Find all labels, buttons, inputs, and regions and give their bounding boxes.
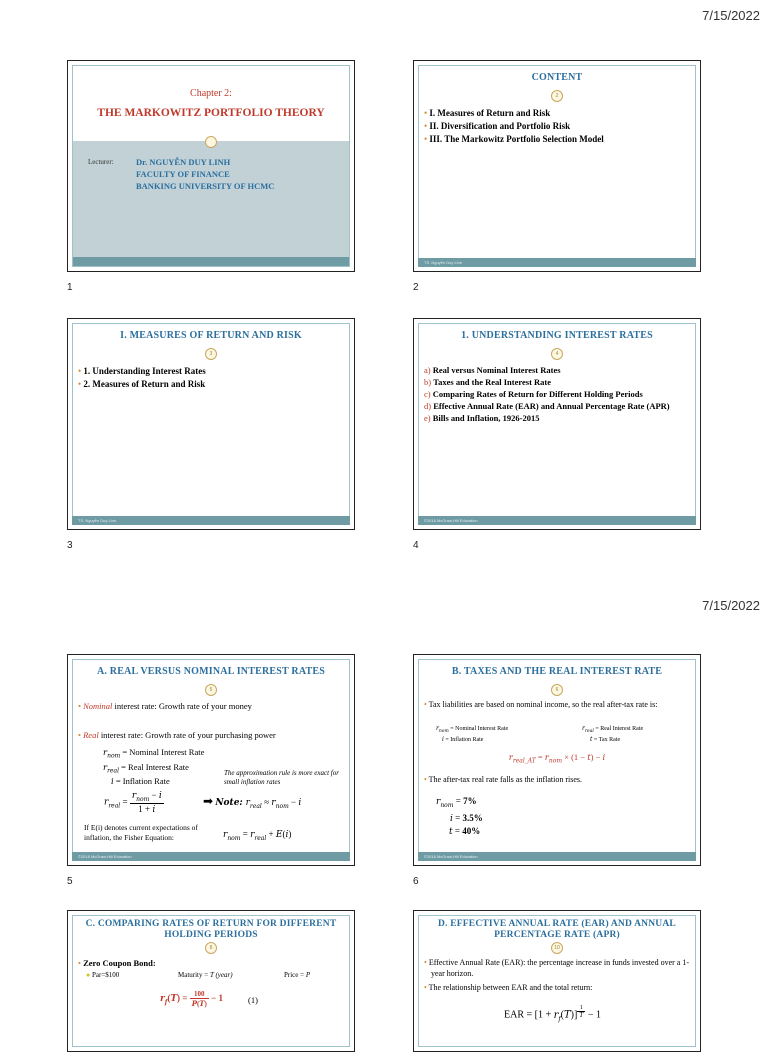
- slide-title: CONTENT: [531, 72, 583, 83]
- ear-equation: EAR = $[1 + r_f(T)]$ $^{\frac{1}{T}}$ − 1: [504, 1005, 601, 1023]
- approximation-rule: ➡ Note: $r_{real} \approx r_{nom} - i$: [203, 794, 302, 810]
- ear-relationship-bullet: • The relationship between EAR and the total return:: [424, 983, 593, 992]
- slide-footer: ©2018 McGraw-Hill Education: [418, 852, 696, 861]
- slide-title: THE MARKOWITZ PORTFOLIO THEORY: [97, 107, 325, 119]
- legend-left: $r_{nom}$ = Nominal Interest Rate i = Inflation Rate: [436, 725, 509, 744]
- page-number: 6: [413, 876, 419, 887]
- date-top: 7/15/2022: [702, 8, 760, 23]
- slide-1: [67, 60, 355, 272]
- equation-number: (1): [248, 995, 258, 1005]
- slide-title: 1. UNDERSTANDING INTEREST RATES: [461, 330, 653, 341]
- slide-title: I. MEASURES OF RETURN AND RISK: [120, 330, 302, 341]
- topic-item-d: d) Effective Annual Rate (EAR) and Annual Percentage Rate (APR): [424, 401, 670, 411]
- topic-item-c: c) Comparing Rates of Return for Different Holding Periods: [424, 389, 643, 399]
- fisher-equation: $r_{nom} = r_{real} + E(i)$: [223, 829, 292, 842]
- slide-title: B. TAXES AND THE REAL INTEREST RATE: [451, 666, 663, 677]
- chapter-label: Chapter 2:: [190, 88, 232, 99]
- real-rate-bullet: • Real interest rate: Growth rate of your purchasing power: [78, 730, 276, 740]
- content-item-1: • I. Measures of Return and Risk: [424, 108, 551, 118]
- slide-number-badge: 3: [205, 348, 217, 360]
- slide-footer: TS. Nguyễn Duy Linh: [72, 516, 350, 525]
- bond-parameters: ● Par=$100 Maturity = T (year) Price = P: [86, 971, 311, 979]
- fisher-text: If E(i) denotes current expectations of inflation, the Fisher Equation:: [84, 823, 198, 842]
- slide-number-badge: 4: [551, 348, 563, 360]
- slide-number-badge: 8: [205, 942, 217, 954]
- slide-number-badge: [205, 136, 217, 148]
- legend-right: $r_{real}$ = Real Interest Rate t = Tax Rate: [582, 725, 644, 744]
- topic-item-e: e) Bills and Inflation, 1926-2015: [424, 413, 540, 423]
- slide-7: [67, 910, 355, 1052]
- after-tax-bullet: • The after-tax real rate falls as the inflation rises.: [424, 775, 582, 784]
- nominal-rate-bullet: • Nominal interest rate: Growth rate of your money: [78, 701, 252, 711]
- slide-3: [67, 318, 355, 530]
- slide-number-badge: 5: [205, 684, 217, 696]
- lecturer-faculty: FACULTY OF FINANCE: [136, 169, 230, 179]
- tax-bullet: • Tax liabilities are based on nominal income, so the real after-tax rate is:: [424, 700, 658, 709]
- lecturer-label: Lecturer:: [88, 158, 114, 166]
- title-panel: [73, 141, 349, 266]
- page-number: 4: [413, 540, 419, 551]
- topic-item-b: b) Taxes and the Real Interest Rate: [424, 377, 552, 387]
- content-item-2: • 2. Measures of Return and Risk: [78, 379, 206, 389]
- page-number: 2: [413, 282, 419, 293]
- slide-number-badge: 2: [551, 90, 563, 102]
- slide-footer: TS. Nguyễn Duy Linh: [418, 258, 696, 267]
- spot-rate-equation: $r_f(T)$ = $\frac{100}{P(T)}$ − 1: [160, 990, 223, 1008]
- date-middle: 7/15/2022: [702, 598, 760, 613]
- real-rate-equation: $r_{real}$ = $\frac{r_{nom} - i}{1 + i}$: [104, 790, 162, 815]
- slide-title: D. EFFECTIVE ANNUAL RATE (EAR) AND ANNUAL PERCENTAGE RATE (APR): [438, 919, 676, 940]
- zero-coupon-bond-bullet: • Zero Coupon Bond:: [78, 958, 156, 968]
- topic-item-a: a) Real versus Nominal Interest Rates: [424, 365, 561, 375]
- slide-footer: ©2018 McGraw-Hill Education: [418, 516, 696, 525]
- slide-6: [413, 654, 701, 866]
- slide-8: [413, 910, 701, 1052]
- variable-definitions: $r_{nom}$ = Nominal Interest Rate $r_{real}$ = Real Interest Rate i = Inflation Rate: [103, 747, 205, 788]
- slide-2: [413, 60, 701, 272]
- page-number: 5: [67, 876, 73, 887]
- slide-footer: ©2018 McGraw-Hill Education: [72, 852, 350, 861]
- lecturer-name: Dr. NGUYỄN DUY LINH: [136, 157, 231, 167]
- approximation-note: The approximation rule is more exact for small inflation rates: [224, 769, 339, 786]
- content-item-1: • 1. Understanding Interest Rates: [78, 366, 206, 376]
- content-item-3: • III. The Markowitz Portfolio Selection Model: [424, 134, 604, 144]
- example-values: $r_{nom} = 7\%$ i = 3.5% t = 40%: [436, 796, 483, 837]
- page-number: 1: [67, 282, 73, 293]
- slide-number-badge: 6: [551, 684, 563, 696]
- slide-footer-bar: [73, 257, 349, 266]
- ear-definition-bullet: • Effective Annual Rate (EAR): the percentage increase in funds invested over a 1-year horizon.: [424, 958, 690, 978]
- slide-title: C. COMPARING RATES OF RETURN FOR DIFFERENT HOLDING PERIODS: [85, 919, 337, 940]
- slide-5: [67, 654, 355, 866]
- lecturer-university: BANKING UNIVERSITY OF HCMC: [136, 181, 275, 191]
- content-item-2: • II. Diversification and Portfolio Risk: [424, 121, 571, 131]
- after-tax-equation: $r_{real\_AT} = r_{nom} \times (1 - t) - i$: [508, 752, 606, 765]
- slide-number-badge: 10: [551, 942, 563, 954]
- slide-title: A. REAL VERSUS NOMINAL INTEREST RATES: [96, 666, 326, 677]
- page-number: 3: [67, 540, 73, 551]
- slide-4: [413, 318, 701, 530]
